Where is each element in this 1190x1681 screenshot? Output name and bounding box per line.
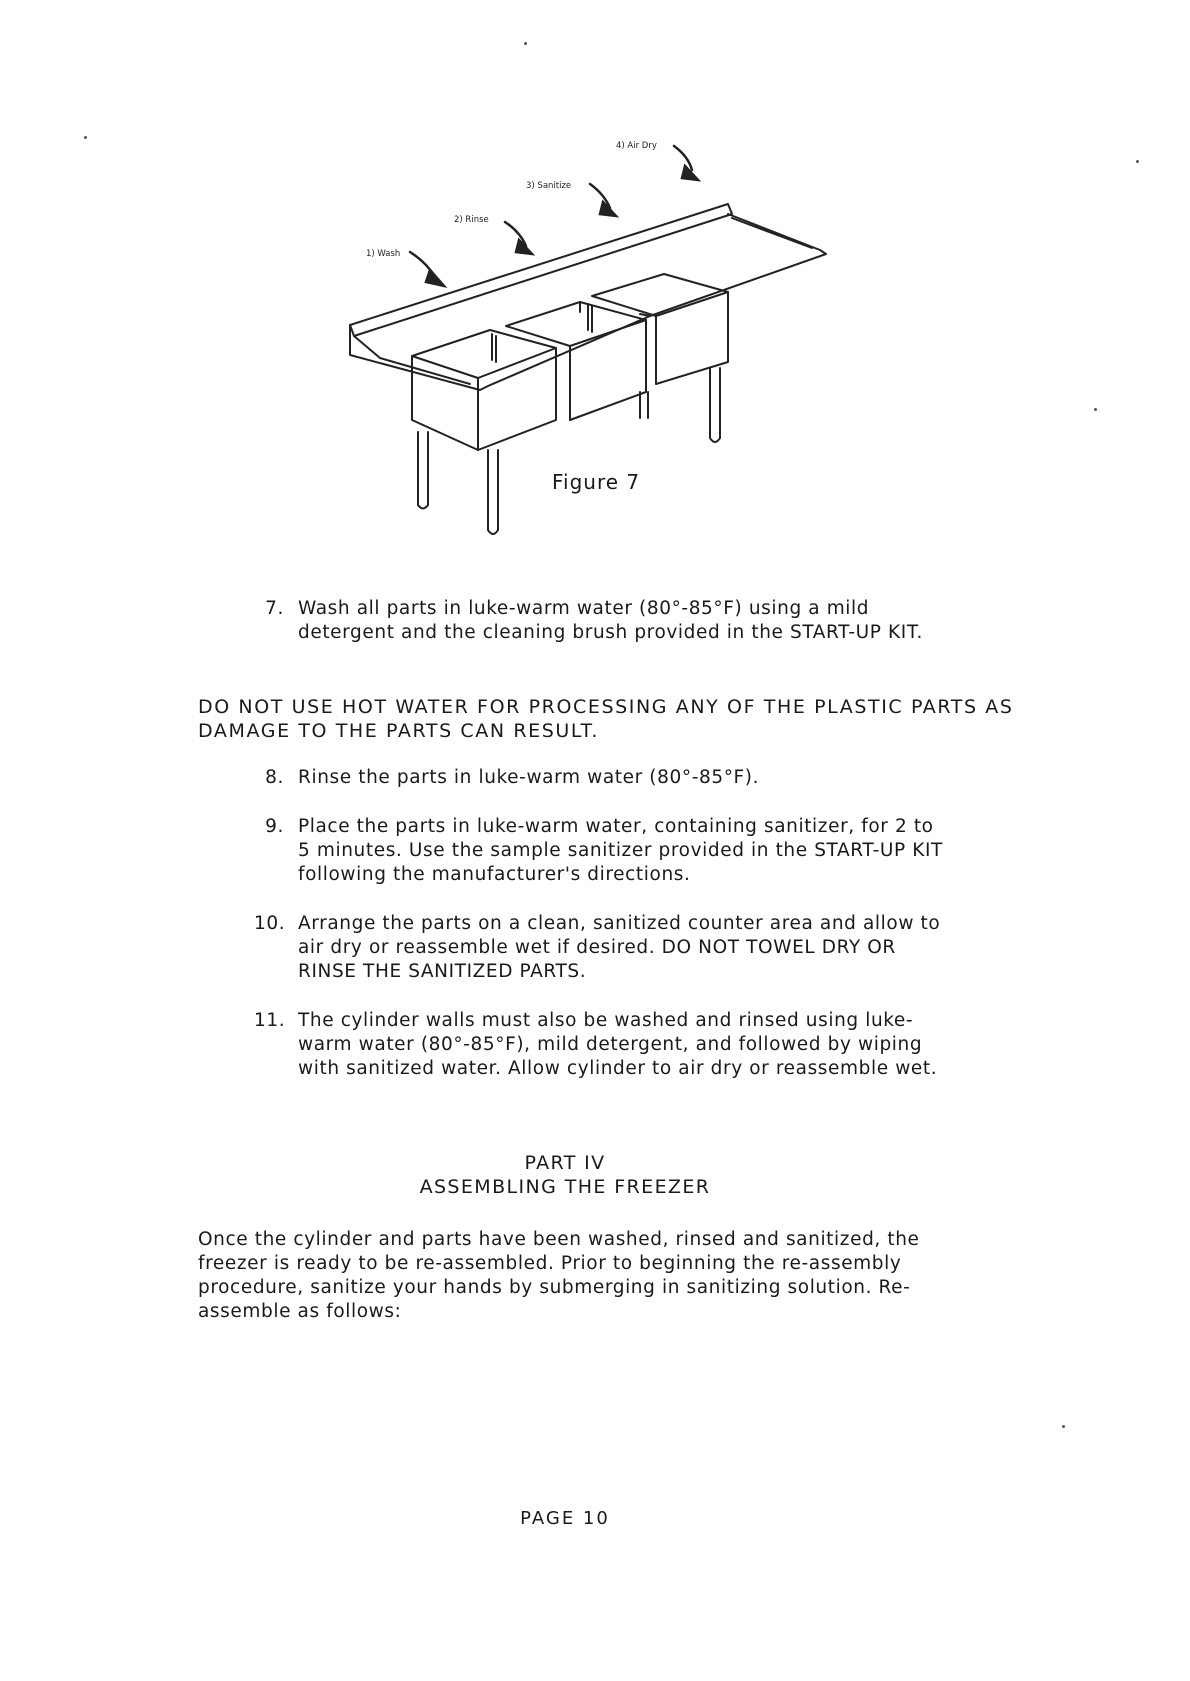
step-number: 10. bbox=[254, 913, 286, 934]
sink-drainboard-right bbox=[640, 214, 826, 316]
label-rinse: 2) Rinse bbox=[454, 215, 489, 225]
intro-paragraph: Once the cylinder and parts have been washed, rinsed and sanitized, the freezer is ready to be re-assembled. Prior to beginning the re-assembly procedure, sanitize your hands by submerging in sanitizing solution. Re-assemble as follows: bbox=[198, 1229, 920, 1322]
label-wash: 1) Wash bbox=[366, 249, 401, 259]
warning-text: DO NOT USE HOT WATER FOR PROCESSING ANY OF THE PLASTIC PARTS AS DAMAGE TO THE PARTS CAN RESULT. bbox=[198, 696, 1014, 742]
sink-leg bbox=[640, 392, 648, 418]
sink-leg bbox=[488, 450, 498, 534]
step-text: Rinse the parts in luke-warm water (80°-85°F). bbox=[298, 767, 760, 788]
arrow-icon bbox=[682, 166, 698, 180]
arrow-icon bbox=[674, 146, 692, 170]
step-text: Place the parts in luke-warm water, containing sanitizer, for 2 to 5 minutes. Use the sample sanitizer provided in the START-UP KIT following the manufacturer's directions. bbox=[298, 816, 943, 885]
step-number: 7. bbox=[265, 598, 284, 619]
section-title: ASSEMBLING THE FREEZER bbox=[419, 1176, 711, 1198]
step-number: 9. bbox=[265, 816, 284, 837]
step-text: Arrange the parts on a clean, sanitized counter area and allow to air dry or reassemble wet if desired. DO NOT TOWEL DRY OR RINSE THE SANITIZED PARTS. bbox=[298, 913, 941, 982]
label-sanitize: 3) Sanitize bbox=[526, 181, 572, 191]
sink-leg bbox=[710, 368, 720, 442]
figure-caption: Figure 7 bbox=[552, 470, 641, 494]
step-text: Wash all parts in luke-warm water (80°-85°F) using a mild detergent and the cleaning brush provided in the START-UP KIT. bbox=[298, 598, 923, 643]
scan-speck bbox=[1136, 160, 1139, 163]
scan-speck bbox=[84, 136, 87, 139]
sink-leg bbox=[418, 432, 428, 509]
sink-basin-1 bbox=[412, 330, 556, 378]
scan-speck bbox=[1062, 1425, 1065, 1428]
step-text: The cylinder walls must also be washed and rinsed using luke-warm water (80°-85°F), mild detergent, and followed by wiping with sanitized water. Allow cylinder to air dry or reassemble wet. bbox=[298, 1010, 938, 1079]
scan-speck bbox=[524, 42, 527, 45]
step-number: 11. bbox=[254, 1010, 286, 1031]
page-number: PAGE 10 bbox=[520, 1508, 610, 1529]
scan-speck bbox=[1094, 408, 1097, 411]
step-number: 8. bbox=[265, 767, 284, 788]
arrow-icon bbox=[590, 184, 610, 208]
sink-backsplash bbox=[350, 204, 732, 336]
arrow-icon bbox=[426, 270, 444, 286]
label-air-dry: 4) Air Dry bbox=[616, 141, 657, 151]
section-part: PART IV bbox=[524, 1152, 606, 1174]
